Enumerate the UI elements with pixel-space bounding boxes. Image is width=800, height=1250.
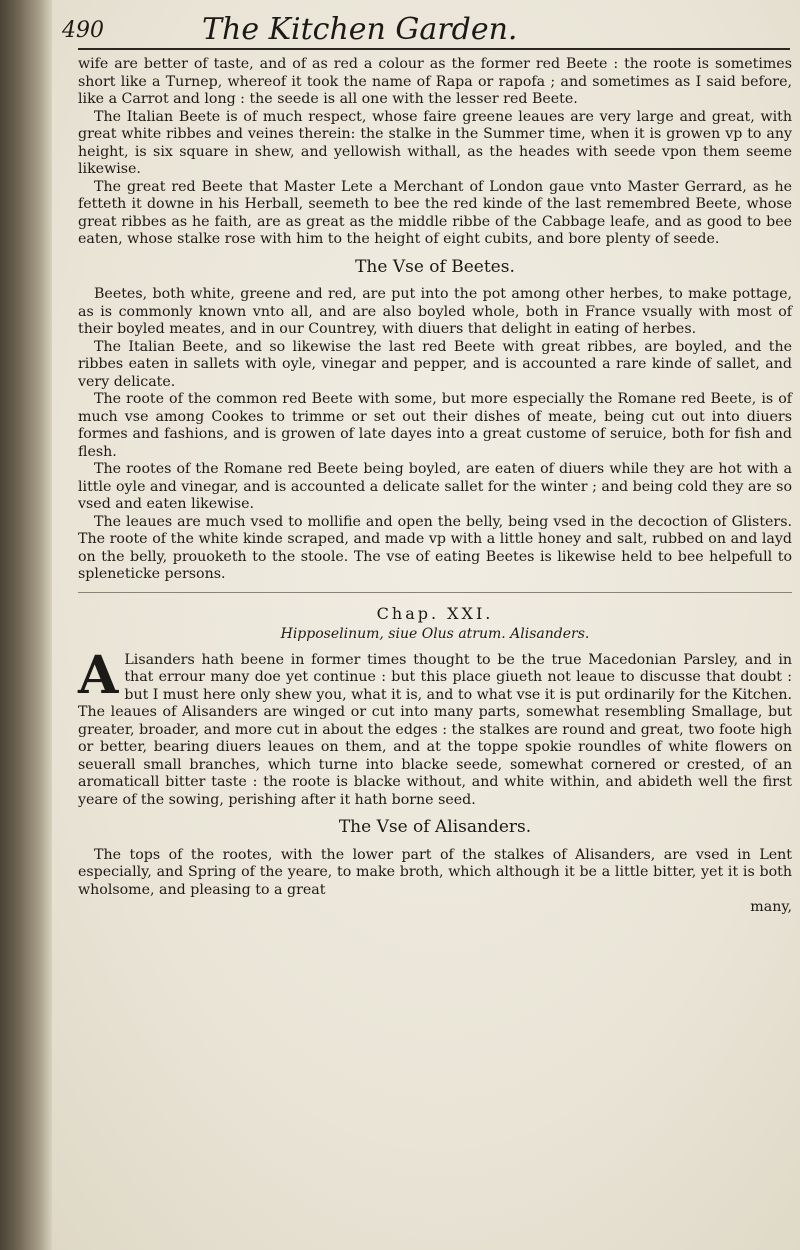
paragraph: wife are better of taste, and of as red a colour as the former red Beete : the roote is sometimes short like a Turnep, whereof it took the name of Rapa or rapofa ; and sometimes as I said before, like a Carrot and long : the seede is all one with the lesser red Beete. <box>78 56 792 107</box>
running-title: The Kitchen Garden. <box>202 12 518 47</box>
paragraph: The Italian Beete, and so likewise the last red Beete with great ribbes, are boyled, and the ribbes eaten in sallets with oyle, vinegar and pepper, and is accounted a rare kinde of sallet, and very delicate. <box>78 338 792 390</box>
paragraph: The roote of the common red Beete with some, but more especially the Romane red Beete, is of much vse among Cookes to trimme or set out their dishes of meate, being cut out into diuers formes and fashions, and is growen of late dayes into a great custome of seruice, both for fish and flesh. <box>78 391 792 460</box>
paragraph <box>78 644 792 810</box>
page-header <box>62 8 792 48</box>
chapter-subtitle: Hipposelinum, siue Olus atrum. Alisanders. <box>280 626 590 642</box>
paragraph: Beetes, both white, greene and red, are put into the pot among other herbes, to make pottage, as is commonly known vnto all, and are also boyled whole, both in France vsually with most of their boyled meates, and in our Countrey, with diuers that delight in eating of herbes. <box>78 286 792 337</box>
page-text <box>78 56 792 917</box>
paragraph: The tops of the rootes, with the lower part of the stalkes of Alisanders, are vsed in Lent especially, and Spring of the yeare, to make broth, which although it be a little bitter, yet it is both wholsome, and pleasing to a great <box>78 846 792 898</box>
section-heading: The Vse of Beetes. <box>355 256 515 277</box>
paragraph-text: Lisanders hath beene in former times thought to be the true Macedonian Parsley, and in that errour many doe yet continue : but this place giueth not leaue to discusse that doubt : but I must here only shew you, what it is, and to what vse it is put ordinarily for the Kitchen. The leaues of Alisanders are winged or cut into many parts, somewhat resembling Smallage, but greater, broader, and more cut in about the edges : the stalkes are round and great, two foote high or better, bearing diuers leaues on them, and at the toppe spokie roundles of white flowers on seuerall small branches, which turne into blacke seede, somewhat cornered or crested, of an aromaticall bitter taste : the roote is blacke without, and white within, and abideth well the first yeare of the sowing, perishing after it hath borne seed. <box>78 651 792 808</box>
paragraph: The leaues are much vsed to mollifie and open the belly, being vsed in the decoction of Glisters. The roote of the white kinde scraped, and made vp with a little honey and salt, rubbed on and layd on the belly, prouoketh to the stoole. The vse of eating Beetes is likewise held to bee helpefull to spleneticke persons. <box>78 513 792 582</box>
drop-cap: A <box>78 644 119 706</box>
section-heading: The Vse of Alisanders. <box>338 817 532 837</box>
chapter-heading: Chap. XXI. <box>376 603 494 623</box>
paragraph: The rootes of the Romane red Beete being boyled, are eaten of diuers while they are hot with a little oyle and vinegar, and is accounted a delicate sallet for the winter ; and being cold they are so vsed and eaten likewise. <box>78 461 792 512</box>
paragraph: The Italian Beete is of much respect, whose faire greene leaues are very large and great, with great white ribbes and veines therein: the stalke in the Summer time, when it is growen vp to any height, is six square in shew, and yellowish withall, as the heades with seede vpon them seeme likewise. <box>78 108 792 177</box>
page-number: 490 <box>62 18 104 43</box>
header-rule <box>78 48 790 50</box>
catchword: many, <box>750 899 792 915</box>
paragraph: The great red Beete that Master Lete a Merchant of London gaue vnto Master Gerrard, as he fetteth it downe in his Herball, seemeth to bee the red kinde of the last remembred Beete, whose great ribbes as he faith, are as great as the middle ribbe of the Cabbage leafe, and as good to bee eaten, whose stalke rose with him to the height of eight cubits, and bore plenty of seede. <box>78 178 792 247</box>
book-gutter <box>0 0 52 1250</box>
divider <box>78 592 792 593</box>
